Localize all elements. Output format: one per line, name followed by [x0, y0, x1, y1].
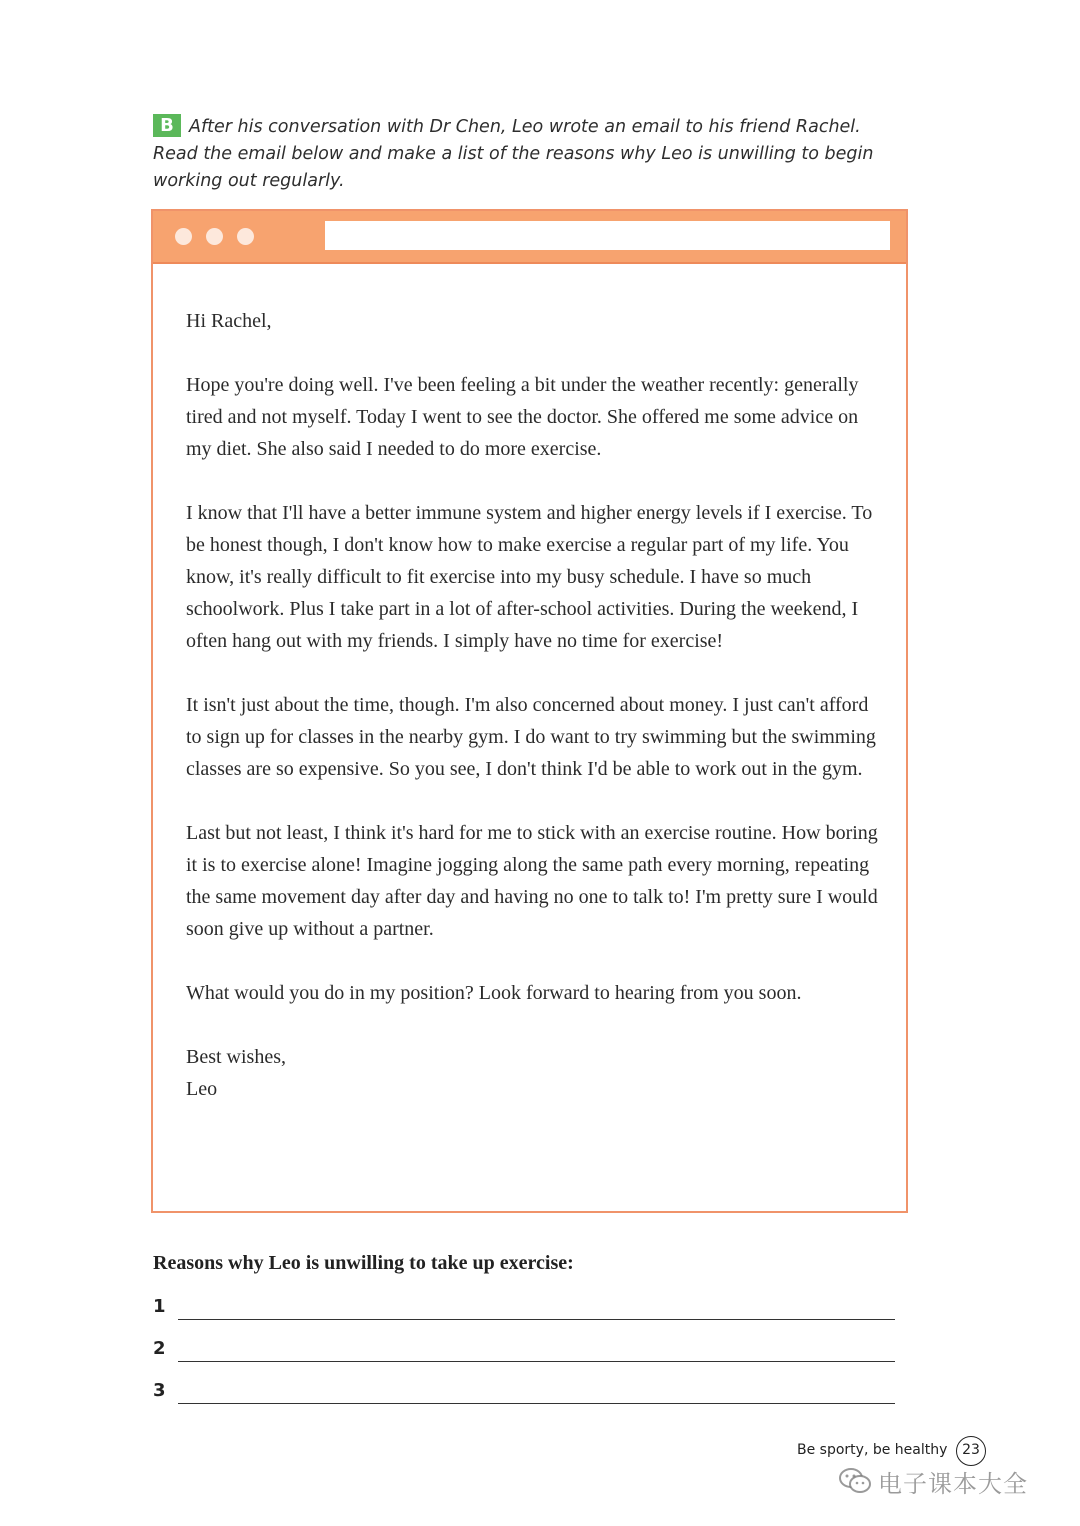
window-dot-icon [237, 228, 254, 245]
reason-answer-line[interactable] [153, 1380, 895, 1406]
window-dot-icon [175, 228, 192, 245]
email-greeting: Hi Rachel, [186, 310, 272, 332]
answer-rule [178, 1403, 895, 1404]
email-paragraph: What would you do in my position? Look forward to hearing from you soon. [186, 982, 802, 1004]
instruction-text [153, 114, 888, 195]
window-title-bar [153, 211, 906, 264]
reason-number: 3 [153, 1380, 166, 1401]
window-dot-icon [206, 228, 223, 245]
reason-number: 1 [153, 1296, 166, 1317]
email-paragraph: Hope you're doing well. I've been feeling a bit under the weather recently: generally tired and not myself. Today I went to see the doctor. She offered me some advice on my diet. She also said I needed to do more exercise. [186, 374, 859, 460]
answer-rule [178, 1319, 895, 1320]
instruction-body: After his conversation with Dr Chen, Leo wrote an email to his friend Rachel. Read the email below and make a list of the reasons why Leo is unwilling to begin working out regularly. [153, 117, 874, 191]
reason-answer-line[interactable] [153, 1296, 895, 1322]
reason-number: 2 [153, 1338, 166, 1359]
email-window [151, 209, 908, 1213]
email-paragraph: I know that I'll have a better immune system and higher energy levels if I exercise. To be honest though, I don't know how to make exercise a regular part of my life. You know, it's really difficult to fit exercise into my busy schedule. I have so much schoolwork. Plus I take part in a lot of after-school activities. During the weekend, I often hang out with my friends. I simply have no time for exercise! [186, 502, 873, 652]
reason-answer-line[interactable] [153, 1338, 895, 1364]
section-badge: B [153, 114, 181, 137]
address-bar [325, 221, 890, 250]
email-paragraph: Last but not least, I think it's hard for me to stick with an exercise routine. How boring it is to exercise alone! Imagine jogging along the same path every morning, repeating the same movement day after day and having no one to talk to! I'm pretty sure I would soon give up without a partner. [186, 822, 878, 940]
answer-rule [178, 1361, 895, 1362]
reasons-title: Reasons why Leo is unwilling to take up exercise: [153, 1252, 574, 1274]
watermark [838, 1464, 1028, 1498]
email-closing: Best wishes, [186, 1046, 286, 1068]
page-number: 23 [956, 1436, 986, 1466]
email-paragraph: It isn't just about the time, though. I'm also concerned about money. I just can't afford to sign up for classes in the nearby gym. I do want to try swimming but the swimming classes are so expensive. So you see, I don't think I'd be able to work out in the gym. [186, 694, 876, 780]
unit-title: Be sporty, be healthy [797, 1442, 948, 1458]
email-signature: Leo [186, 1078, 218, 1100]
email-body [186, 305, 886, 1105]
watermark-text: 电子课本大全 [878, 1469, 1028, 1498]
wechat-icon [838, 1466, 872, 1496]
